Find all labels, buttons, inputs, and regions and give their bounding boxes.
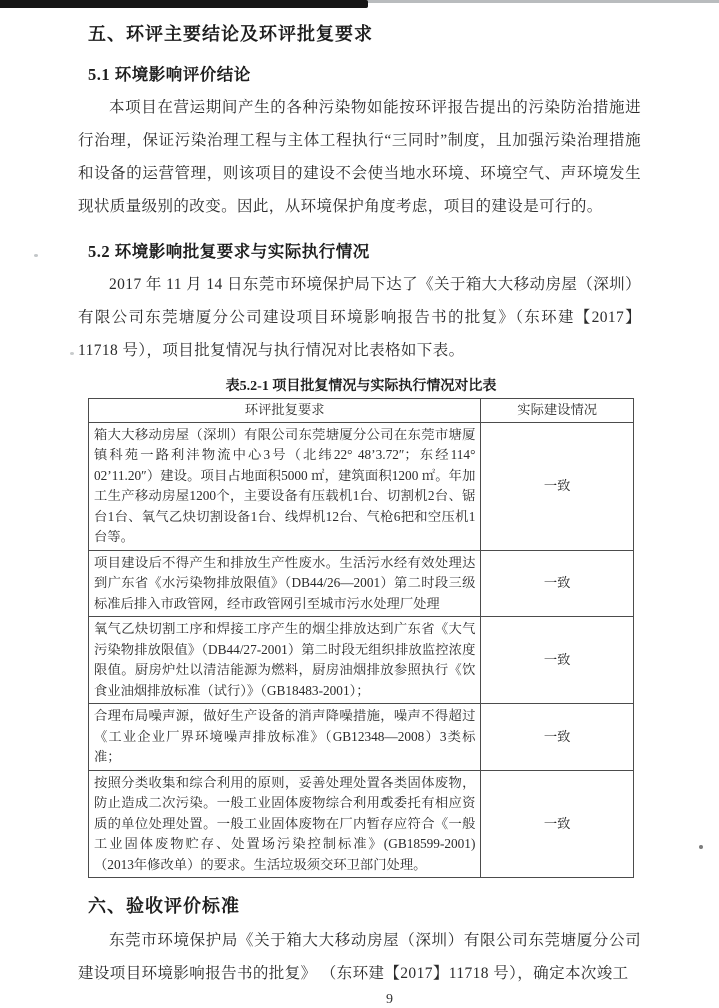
scan-speck bbox=[70, 352, 74, 355]
document-content bbox=[78, 6, 641, 1008]
section-5-2-heading: 5.2 环境影响批复要求与实际执行情况 bbox=[88, 242, 370, 261]
header-requirement: 环评批复要求 bbox=[89, 399, 481, 423]
table-row bbox=[89, 422, 634, 550]
section-5-heading: 五、环评主要结论及环评批复要求 bbox=[88, 24, 373, 44]
scan-speck bbox=[34, 254, 38, 257]
scan-speck bbox=[699, 845, 703, 849]
requirement-cell: 按照分类收集和综合利用的原则，妥善处理处置各类固体废物，防止造成二次污染。一般工业固体废物综合利用或委托有相应资质的单位处理处置。一般工业固体废物在厂内暂存应符合《一般工业固体废物贮存、处置场污染控制标准》(GB18599-2001)（2013年修改单）的要求。生活垃圾须交环卫部门处理。 bbox=[89, 770, 481, 878]
requirement-cell: 项目建设后不得产生和排放生产性废水。生活污水经有效处理达到广东省《水污染物排放限值》（DB44/26—2001）第二时段三级标准后排入市政管网，经市政管网引至城市污水处理厂处理 bbox=[89, 550, 481, 617]
section-5-2-paragraph: 2017 年 11 月 14 日东莞市环境保护局下达了《关于箱大大移动房屋（深圳）有限公司东莞塘厦分公司建设项目环境影响报告书的批复》（东环建【2017】11718 号），项目批复情况与执行情况对比表格如下表。 bbox=[78, 276, 641, 359]
status-cell: 一致 bbox=[481, 617, 634, 704]
requirement-cell: 氧气乙炔切割工序和焊接工序产生的烟尘排放达到广东省《大气污染物排放限值》（DB44/27-2001）第二时段无组织排放监控浓度限值。厨房炉灶以清洁能源为燃料，厨房油烟排放参照执行《饮食业油烟排放标准（试行）》（GB18483-2001）； bbox=[89, 617, 481, 704]
requirement-cell: 箱大大移动房屋（深圳）有限公司东莞塘厦分公司在东莞市塘厦镇科苑一路利沣物流中心3号（北纬22° 48’3.72″；东经114° 02’11.20″）建设。项目占地面积5000 ㎡，建筑面积1200 ㎡。年加工生产移动房屋1200个，主要设备有压载机1台、切割机2台、锯台1台、氧气乙炔切割设备1台、线焊机12台、气枪6把和空压机1台等。 bbox=[89, 422, 481, 550]
header-status: 实际建设情况 bbox=[481, 399, 634, 423]
status-cell: 一致 bbox=[481, 422, 634, 550]
table-caption: 表5.2-1 项目批复情况与实际执行情况对比表 bbox=[225, 379, 497, 394]
page-number: 9 bbox=[386, 992, 393, 1007]
section-6-heading: 六、验收评价标准 bbox=[88, 896, 240, 916]
status-cell: 一致 bbox=[481, 704, 634, 771]
section-5-1-heading: 5.1 环境影响评价结论 bbox=[88, 65, 251, 84]
status-cell: 一致 bbox=[481, 550, 634, 617]
section-5-1-paragraph: 本项目在营运期间产生的各种污染物如能按环评报告提出的污染防治措施进行治理，保证污染治理工程与主体工程执行“三同时”制度，且加强污染治理措施和设备的运营管理，则该项目的建设不会使当地水环境、环境空气、声环境发生现状质量级别的改变。因此，从环境保护角度考虑，项目的建设是可行的。 bbox=[78, 99, 641, 215]
requirement-cell: 合理布局噪声源，做好生产设备的消声降噪措施，噪声不得超过《工业企业厂界环境噪声排放标准》（GB12348—2008）3类标准； bbox=[89, 704, 481, 771]
table-header-row bbox=[89, 399, 634, 423]
table-row bbox=[89, 770, 634, 878]
status-cell: 一致 bbox=[481, 770, 634, 878]
table-row bbox=[89, 550, 634, 617]
table-row bbox=[89, 617, 634, 704]
section-6-paragraph: 东莞市环境保护局《关于箱大大移动房屋（深圳）有限公司东莞塘厦分公司建设项目环境影响报告书的批复》 （东环建【2017】11718 号），确定本次竣工 bbox=[78, 932, 641, 982]
approval-comparison-table bbox=[88, 398, 634, 878]
table-row bbox=[89, 704, 634, 771]
